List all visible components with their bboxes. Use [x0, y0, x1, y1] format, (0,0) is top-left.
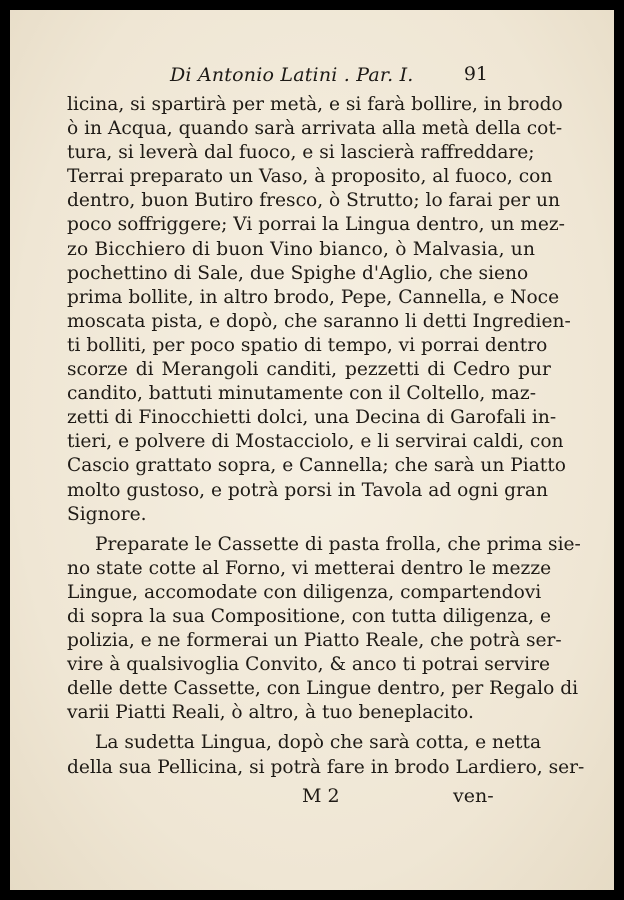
- text-line: pochettino di Sale, due Spighe d'Aglio, che sieno: [67, 262, 529, 284]
- text-line: Signore.: [67, 503, 147, 525]
- running-header: [170, 64, 500, 94]
- text-line: Cascio grattato sopra, e Cannella; che sarà un Piatto: [67, 455, 566, 477]
- text-line: moscata pista, e dopò, che saranno li detti Ingredien-: [67, 310, 571, 332]
- text-line: Lingue, accomodate con diligenza, compartendovi: [67, 581, 542, 603]
- text-line: prima bollite, in altro brodo, Pepe, Cannella, e Noce: [67, 286, 560, 308]
- page-number: 91: [463, 63, 488, 85]
- text-line: di sopra la sua Compositione, con tutta diligenza, e: [67, 605, 552, 627]
- signature-mark: M 2: [302, 785, 340, 807]
- text-line: poco soffriggere; Vi porrai la Lingua dentro, un mez-: [67, 214, 565, 236]
- text-line: ò in Acqua, quando sarà arrivata alla metà della cot-: [67, 118, 563, 140]
- text-line: licina, si spartirà per metà, e si farà bollire, in brodo: [67, 94, 563, 115]
- page-footer: [10, 785, 614, 811]
- text-line: ti bolliti, per poco spatio di tempo, vi porrai dentro: [67, 334, 548, 356]
- text-line: tura, si leverà dal fuoco, e si lascierà raffreddare;: [67, 142, 535, 164]
- text-line: polizia, e ne formerai un Piatto Reale, che potrà ser-: [67, 630, 562, 652]
- text-line: no state cotte al Forno, vi metterai dentro le mezze: [67, 557, 552, 579]
- text-line: delle dette Cassette, con Lingue dentro, per Regalo di: [67, 678, 579, 700]
- text-line: molto gustoso, e potrà porsi in Tavola ad ogni gran: [67, 479, 548, 501]
- text-line: Terrai preparato un Vaso, à proposito, al fuoco, con: [67, 166, 553, 188]
- text-line: vire à qualsivoglia Convito, & anco ti potrai servire: [67, 654, 551, 676]
- text-line: candito, battuti minutamente con il Coltello, maz-: [67, 383, 536, 405]
- paragraph-first-line: Preparate le Cassette di pasta frolla, che prima sie-: [95, 533, 581, 555]
- paragraph-first-line: La sudetta Lingua, dopò che sarà cotta, e netta: [95, 732, 542, 754]
- text-line: tieri, e polvere di Mostacciolo, e li servirai caldi, con: [67, 431, 564, 453]
- text-line: della sua Pellicina, si potrà fare in brodo Lardiero, ser-: [67, 756, 585, 778]
- page-body: [67, 93, 585, 780]
- text-line: zo Bicchiero di buon Vino bianco, ò Malvasia, un: [67, 238, 536, 260]
- text-line: scorze di Merangoli canditi, pezzetti di Cedro pur: [67, 359, 551, 381]
- text-line: zetti di Finocchietti dolci, una Decina di Garofali in-: [67, 407, 557, 429]
- book-page: [10, 10, 614, 890]
- running-title: Di Antonio Latini . Par. I.: [170, 64, 414, 86]
- text-line: varii Piatti Reali, ò altro, à tuo beneplacito.: [67, 702, 474, 724]
- text-line: dentro, buon Butiro fresco, ò Strutto; lo farai per un: [67, 190, 561, 212]
- catchword: ven-: [453, 785, 494, 807]
